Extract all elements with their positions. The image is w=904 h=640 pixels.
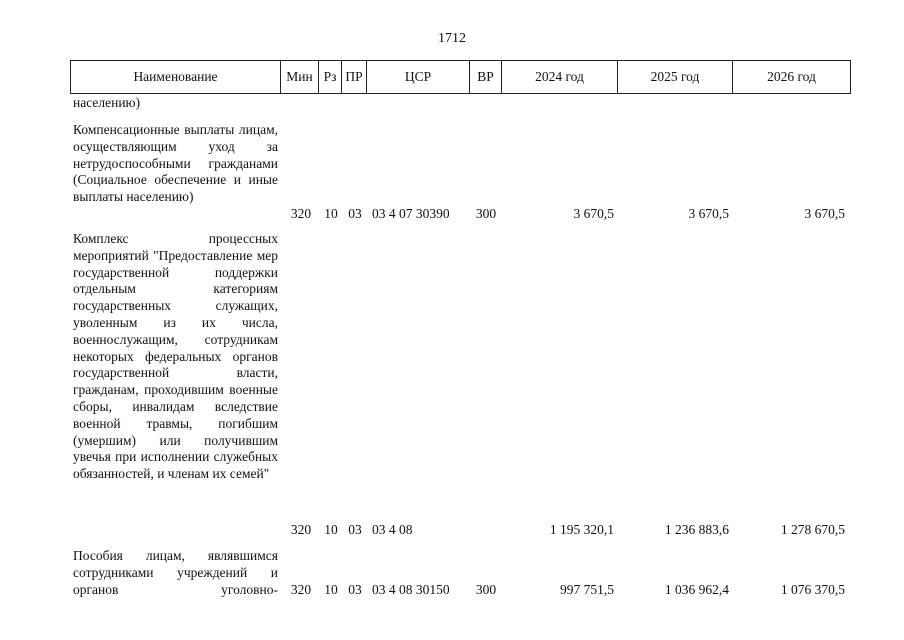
table-cell-min: 320 [290,582,312,597]
table-cell-2025: 1 036 962,4 [664,582,729,597]
table-cell-rz: 10 [324,522,338,537]
table-cell-min: 320 [290,522,312,537]
header-csr: ЦСР [367,61,470,94]
table-cell-vr: 300 [475,206,497,221]
header-vr: ВР [470,61,502,94]
table-cell-csr: 03 4 08 30150 [372,582,450,597]
table-cell-vr: 300 [475,582,497,597]
table-row-name: Комплекс процессных мероприятий "Предоставление мер государственной поддержки отдельным категориям государственных служащих, уволенным из их числа, военнослужащим, сотрудникам некоторых федеральных органов государственной власти, гражданам, проходившим военные сборы, инвалидам вследствие военной травмы, погибшим (умершим) или получившим увечья при исполнении служебных обязанностей, и членам их семей" [73,231,278,482]
table-cell-2025: 3 670,5 [688,206,729,221]
table-row-name: Пособия лицам, являвшимся сотрудниками учреждений и органов уголовно- [73,548,278,597]
table-row-name: Компенсационные выплаты лицам, осуществляющим уход за нетрудоспособными гражданами (Социальное обеспечение и иные выплаты населению) [73,122,278,205]
table-cell-rz: 10 [324,206,338,221]
table-cell-2026: 1 278 670,5 [780,522,845,537]
header-2026: 2026 год [733,61,851,94]
table-row-name: населению) [73,95,141,110]
table-header [70,60,851,94]
page-number: 1712 [438,31,466,46]
table-cell-2024: 1 195 320,1 [549,522,614,537]
header-2024: 2024 год [502,61,618,94]
table-cell-rz: 10 [324,582,338,597]
header-rz: Рз [319,61,342,94]
header-2025: 2025 год [618,61,733,94]
table-cell-csr: 03 4 07 30390 [372,206,450,221]
table-cell-2024: 3 670,5 [573,206,614,221]
table-cell-min: 320 [290,206,312,221]
header-pr: ПР [342,61,367,94]
table-cell-csr: 03 4 08 [372,522,413,537]
table-cell-2024: 997 751,5 [560,582,614,597]
header-name: Наименование [71,61,281,94]
table-cell-2026: 1 076 370,5 [780,582,845,597]
table-cell-2025: 1 236 883,6 [664,522,729,537]
table-cell-pr: 03 [348,582,362,597]
table-cell-pr: 03 [348,522,362,537]
header-min: Мин [281,61,319,94]
table-cell-2026: 3 670,5 [804,206,845,221]
table-cell-pr: 03 [348,206,362,221]
